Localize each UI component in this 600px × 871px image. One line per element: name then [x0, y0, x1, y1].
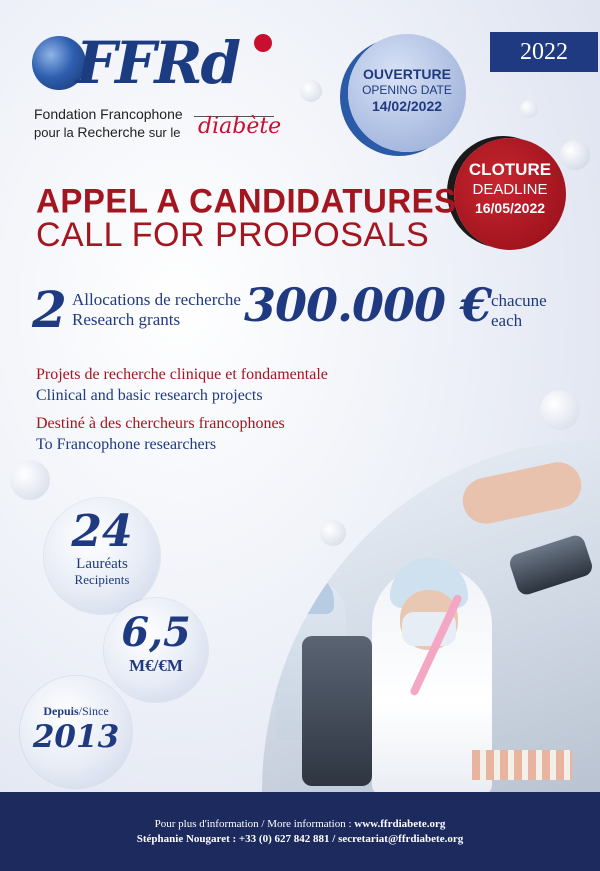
grants-label-en: Research grants	[72, 310, 181, 329]
funding-amount: 6,5	[121, 609, 191, 656]
ffrd-logo	[30, 28, 290, 143]
grants-label-fr: Allocations de recherche	[72, 290, 241, 309]
grant-amount: 300.000 €	[244, 278, 492, 332]
since-label-en: /Since	[78, 704, 109, 718]
closing-label-fr: CLOTURE	[468, 160, 552, 179]
opening-label-fr: OUVERTURE	[363, 66, 451, 82]
website-link[interactable]: www.ffrdiabete.org	[354, 818, 446, 830]
each-label-fr: chacune	[491, 291, 547, 310]
logo-wordmark: FFRd	[76, 29, 240, 97]
opening-date-circle	[348, 34, 466, 152]
laureates-label-fr: Lauréats	[76, 556, 128, 572]
closing-label-en: DEADLINE	[472, 181, 548, 198]
logo-red-dot	[254, 34, 272, 52]
year-badge: 2022	[490, 32, 598, 72]
bullet-1-en: Clinical and basic research projects	[36, 387, 263, 404]
logo-line1: Fondation Francophone	[34, 106, 183, 122]
footer-contact-person: Stéphanie Nougaret : +33 (0) 627 842 881 /	[136, 833, 339, 845]
since-circle	[20, 676, 132, 788]
opening-date: 14/02/2022	[371, 98, 443, 114]
glucometer	[507, 533, 594, 597]
heading-fr: APPEL A CANDIDATURES	[36, 181, 457, 220]
logo-diabete: diabète	[198, 114, 282, 139]
heading-en: CALL FOR PROPOSALS	[36, 216, 430, 254]
test-tubes	[472, 750, 572, 780]
opening-label-en: OPENING DATE	[362, 83, 452, 97]
since-label	[20, 704, 132, 719]
decorative-bubble	[540, 390, 580, 430]
logo-line2-a: pour la	[34, 125, 74, 140]
bullet-1-fr: Projets de recherche clinique et fondamentale	[36, 366, 328, 383]
logo-line2-b: Recherche	[77, 124, 146, 140]
funding-circle	[104, 598, 208, 702]
logo-line2	[34, 124, 181, 140]
each-label-en: each	[491, 311, 523, 330]
microscope	[302, 636, 372, 786]
since-year: 2013	[32, 719, 120, 755]
grants-count: 2	[32, 280, 67, 339]
laureates-count: 24	[71, 506, 133, 557]
decorative-bubble	[320, 520, 346, 546]
second-researcher-cap	[280, 574, 334, 614]
closing-date: 16/05/2022	[474, 200, 546, 216]
decorative-bubble	[300, 80, 322, 102]
bullet-2-en: To Francophone researchers	[36, 436, 217, 453]
decorative-bubble	[10, 460, 50, 500]
email-link[interactable]: secretariat@ffrdiabete.org	[338, 833, 464, 845]
hands	[459, 458, 586, 528]
bullet-2-fr: Destiné à des chercheurs francophones	[36, 415, 285, 432]
laureates-circle	[44, 498, 160, 614]
footer-line2	[0, 833, 600, 845]
footer-line1	[0, 818, 600, 830]
laureates-label-en: Recipients	[74, 572, 130, 587]
footer-contact	[0, 792, 600, 871]
decorative-bubble	[520, 100, 538, 118]
logo-line2-c: sur le	[148, 125, 181, 140]
footer-more-info: Pour plus d'information / More information :	[154, 818, 355, 830]
closing-date-circle	[454, 138, 566, 250]
funding-unit: M€/€M	[129, 656, 183, 675]
since-label-fr: Depuis	[43, 704, 79, 718]
laboratory-photo	[262, 440, 600, 792]
